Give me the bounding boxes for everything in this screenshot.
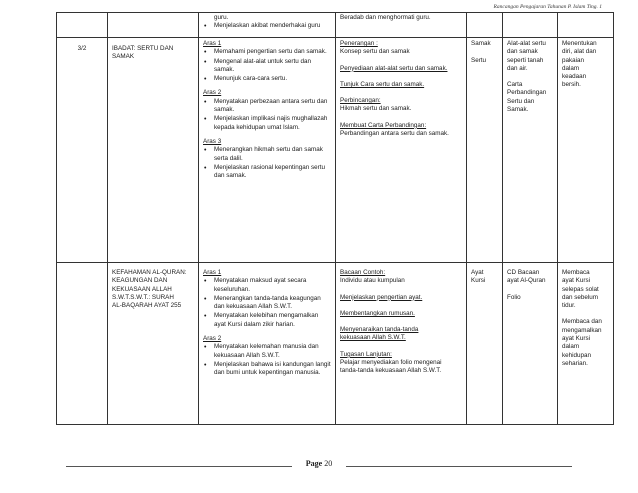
activity-title: Bacaan Contoh: xyxy=(340,269,386,276)
nilai-line: ayat Kursi xyxy=(562,335,590,343)
list-item: • Menerangkan hikmah sertu dan samak serta dalil. xyxy=(203,146,331,163)
kata-kunci-cell xyxy=(467,38,503,263)
aras-list xyxy=(203,343,331,377)
nilai-line: dan sebelum xyxy=(562,293,599,301)
activity-title: Penerangan : xyxy=(340,40,378,47)
activity-block xyxy=(340,65,462,73)
list-item: • Menyatakan perbezaan antara sertu dan samak. xyxy=(203,98,331,115)
bbm-line: ayat Al-Quran xyxy=(507,277,546,285)
list-item: • Menjelaskan bahawa isi kandungan langit dan bumi untuk kepentingan manusia. xyxy=(203,361,331,378)
aras-1-section xyxy=(203,40,331,83)
nilai-cell xyxy=(558,38,614,263)
list-item: • Menjelaskan implikasi najis mughallazah kepada kehidupan umat Islam. xyxy=(203,115,331,132)
bbm-line: Carta xyxy=(507,81,523,89)
bbm-line: Perbandingan xyxy=(507,89,547,97)
list-item: • Memahami pengertian sertu dan samak. xyxy=(203,48,331,56)
activity-block xyxy=(340,40,462,57)
nilai-line: kehidupan xyxy=(562,351,592,359)
keyword: Ayat xyxy=(471,269,484,276)
keyword: Sertu xyxy=(471,57,487,65)
bbm-cell xyxy=(503,38,558,263)
activity-title: Membentangkan rumusan. xyxy=(340,309,415,317)
list-item: • Menunjuk cara-cara sertu. xyxy=(203,75,331,83)
activity-block xyxy=(340,269,462,286)
kata-kunci-cell xyxy=(467,13,503,38)
aras-cell xyxy=(199,263,336,425)
aras-list xyxy=(203,22,331,30)
bbm-line: CD Bacaan xyxy=(507,269,540,276)
keyword: Kursi xyxy=(471,277,486,285)
nilai-line: tidur. xyxy=(562,302,576,310)
activity-block xyxy=(340,97,462,114)
aras-list xyxy=(203,98,331,132)
aktiviti-cell xyxy=(336,263,467,425)
bbm-line: Folio xyxy=(507,293,521,301)
topic-title: IBADAT: SERTU DAN SAMAK xyxy=(112,45,174,61)
activity-text: Hikmah sertu dan samak. xyxy=(340,105,412,113)
activity-block xyxy=(340,81,462,89)
aras-3-section xyxy=(203,138,331,180)
week-number: 3/2 xyxy=(77,45,87,52)
aktiviti-cell xyxy=(336,13,467,38)
activity-title: Menjelaskan pengertian ayat. xyxy=(340,293,423,301)
aras-2-section xyxy=(203,335,331,377)
bbm-cell xyxy=(503,13,558,38)
aras-continuation-text: guru. xyxy=(214,14,229,21)
tajuk-cell xyxy=(108,13,199,38)
nilai-line: dalam xyxy=(562,64,580,72)
nilai-line: bersih. xyxy=(562,81,581,89)
topic-line: AL-BAQARAH AYAT 255 xyxy=(112,302,182,310)
aras-title: Aras 2 xyxy=(203,335,222,343)
list-item: • Menyatakan maksud ayat secara keseluruhan. xyxy=(203,277,331,294)
aras-list xyxy=(203,277,331,329)
page-label: Page xyxy=(305,459,323,468)
activity-title: kekuasaan Allah S.W.T. xyxy=(340,334,406,342)
aras-title: Aras 1 xyxy=(203,40,222,47)
aras-cell xyxy=(199,13,336,38)
activity-title: Penyediaan alat-alat sertu dan samak. xyxy=(340,64,448,72)
tajuk-cell xyxy=(108,263,199,425)
bbm-line: Samak. xyxy=(507,106,529,114)
bbm-line: Alat-alat sertu xyxy=(507,40,546,47)
aras-list xyxy=(203,146,331,180)
aras-2-section xyxy=(203,89,331,131)
nilai-line: dalam xyxy=(562,343,580,351)
topic-line: KEKUASAAN ALLAH xyxy=(112,285,172,293)
list-item: • Mengenal alat-alat untuk sertu dan samak. xyxy=(203,58,331,75)
table-row xyxy=(57,13,614,38)
minggu-cell xyxy=(57,263,108,425)
bbm-line: dan samak xyxy=(507,48,538,56)
page-footer xyxy=(0,459,638,468)
list-item: • Menjelaskan rasional kepentingan sertu dan samak. xyxy=(203,164,331,181)
nilai-cell xyxy=(558,263,614,425)
nilai-line: pakaian xyxy=(562,56,585,64)
table-row xyxy=(57,263,614,425)
nilai-line: Menentukan xyxy=(562,40,597,47)
nilai-line: diri, alat dan xyxy=(562,48,597,56)
nilai-line: Membaca xyxy=(562,269,590,276)
activity-block xyxy=(340,326,462,343)
activity-title: Tugasan Lanjutan: xyxy=(340,350,392,358)
topic-line: S.W.T.S.W.T.: SURAH xyxy=(112,293,174,301)
aras-title: Aras 1 xyxy=(203,269,222,276)
aktiviti-text: Beradab dan menghormati guru. xyxy=(340,14,431,21)
aras-title: Aras 3 xyxy=(203,137,222,145)
list-item: • Menyatakan kelemahan manusia dan kekuasaan Allah S.W.T. xyxy=(203,343,331,360)
bbm-line: Sertu dan xyxy=(507,97,535,105)
activity-text: Konsep sertu dan samak xyxy=(340,48,410,56)
activity-text: Pelajar menyediakan folio mengenai xyxy=(340,359,442,367)
nilai-line: keadaan xyxy=(562,73,587,81)
kata-kunci-cell xyxy=(467,263,503,425)
activity-title: Membuat Carta Perbandingan: xyxy=(340,121,427,129)
document-header: Rancangan Pengajaran Tahunan P. Islam Ting. 1 xyxy=(493,4,602,10)
aras-list xyxy=(203,48,331,83)
aras-cell xyxy=(199,38,336,263)
nilai-line: Membaca dan xyxy=(562,318,602,326)
page-number: 20 xyxy=(324,459,333,468)
keyword: Samak xyxy=(471,40,491,47)
nilai-line: ayat Kursi xyxy=(562,277,590,285)
aras-title: Aras 2 xyxy=(203,89,222,97)
bbm-cell xyxy=(503,263,558,425)
topic-line: KEFAHAMAN AL-QURAN: xyxy=(112,269,187,276)
activity-title: Perbincangan: xyxy=(340,97,381,105)
nilai-line: mengamalkan xyxy=(562,326,602,334)
table-row xyxy=(57,38,614,263)
topic-line: KEAGUNGAN DAN xyxy=(112,277,168,285)
list-item: • Menerangkan tanda-tanda keagungan dan kekuasaan Allah S.W.T. xyxy=(203,295,331,312)
aras-1-section xyxy=(203,269,331,329)
lesson-plan-table xyxy=(56,12,614,425)
nilai-line: selepas solat xyxy=(562,285,599,293)
nilai-line: seharian. xyxy=(562,359,588,367)
bbm-line: dan air. xyxy=(507,64,528,72)
activity-title: Tunjuk Cara sertu dan samak. xyxy=(340,80,425,88)
activity-text: Perbandingan antara sertu dan samak. xyxy=(340,130,449,138)
minggu-cell xyxy=(57,38,108,263)
activity-block xyxy=(340,310,462,318)
activity-block xyxy=(340,351,462,376)
tajuk-cell xyxy=(108,38,199,263)
aktiviti-cell xyxy=(336,38,467,263)
activity-text: Individu atau kumpulan xyxy=(340,277,405,285)
bbm-line: seperti tanah xyxy=(507,56,544,64)
nilai-cell xyxy=(558,13,614,38)
activity-block xyxy=(340,294,462,302)
activity-title: Menyenaraikan tanda-tanda xyxy=(340,326,419,334)
activity-block xyxy=(340,122,462,139)
list-item: • Menyatakan kelebihan mengamalkan ayat Kursi dalam zikir harian. xyxy=(203,312,331,329)
minggu-cell xyxy=(57,13,108,38)
activity-text: tanda-tanda kekuasaan Allah S.W.T. xyxy=(340,367,442,375)
list-item: • Menjelaskan akibat menderhakai guru xyxy=(203,22,331,30)
